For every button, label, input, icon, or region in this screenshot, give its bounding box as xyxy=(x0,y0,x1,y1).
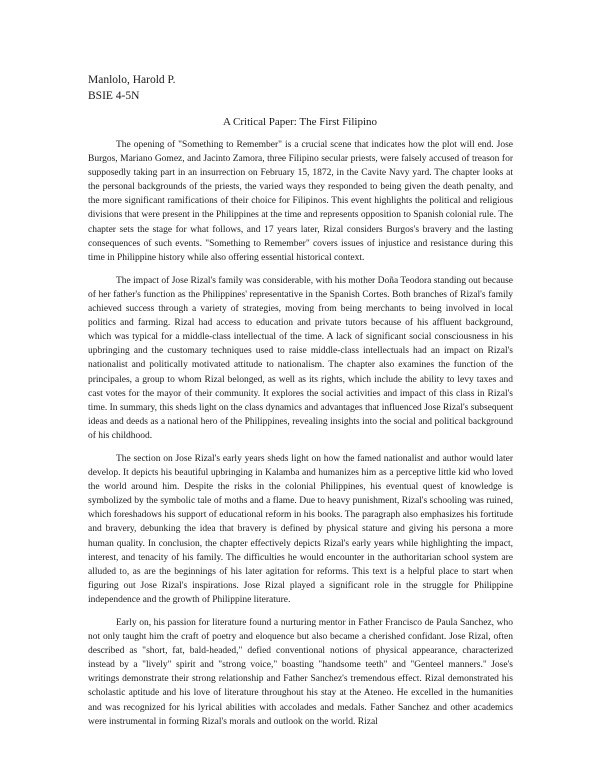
author-name: Manlolo, Harold P. xyxy=(88,74,176,86)
author-section: BSIE 4-5N xyxy=(88,90,140,102)
paper-title: A Critical Paper: The First Filipino xyxy=(222,116,378,128)
paragraph-3: The section on Jose Rizal's early years sheds light on how the famed nationalist and author would later develop. It depicts his beautiful upbringing in Kalamba and humanizes him as a perceptive little kid who loved the world around him. Despite the risks in the colonial Philippines, his eventual quest of knowledge is symbolized by the symbolic tale of moths and a flame. Due to heavy punishment, Rizal's schooling was ruined, which foreshadows his support of educational reform in his books. The paragraph also emphasizes his fortitude and bravery, debunking the idea that bravery is defined by physical stature and giving his persona a more human quality. In conclusion, the chapter effectively depicts Rizal's early years while highlighting the impact, interest, and tenacity of his family. The difficulties he would encounter in the authoritarian school system are alluded to, as are the beginnings of his later agitation for reforms. This text is a helpful place to start when figuring out Jose Rizal's inspirations. Jose Rizal played a significant role in the struggle for Philippine independence and the growth of Philippine literature. xyxy=(88,453,513,605)
paragraph-4: Early on, his passion for literature found a nurturing mentor in Father Francisco de Paula Sanchez, who not only taught him the craft of poetry and eloquence but also became a cherished confidant. Jose Rizal, often described as "short, fat, bald-headed," defied conventional notions of physical appearance, characterized instead by a "lively" spirit and "strong voice," boasting "handsome teeth" and "Genteel manners." Jose's writings demonstrate their strong relationship and Father Sanchez's tremendous effect. Rizal demonstrated his scholastic aptitude and his love of literature throughout his stay at the Ateneo. He excelled in the humanities and was recognized for his lyrical abilities with accolades and medals. Father Sanchez and other academics were instrumental in forming Rizal's morals and outlook on the world. Rizal xyxy=(88,618,513,727)
paragraph-1: The opening of "Something to Remember" is a crucial scene that indicates how the plot will end. Jose Burgos, Mariano Gomez, and Jacinto Zamora, three Filipino secular priests, were falsely accused of treason for supposedly taking part in an insurrection on February 15, 1872, in the Cavite Navy yard. The chapter looks at the personal backgrounds of the priests, the varied ways they responded to being given the death penalty, and the more significant ramifications of their choice for Filipinos. This event highlights the political and religious divisions that were present in the Philippines at the time and represents opposition to Spanish colonial rule. The chapter sets the stage for what follows, and 17 years later, Rizal considers Burgos's bravery and the lasting consequences of such events. "Something to Remember" covers issues of injustice and resistance during this time in Philippine history while also offering essential historical context. xyxy=(88,140,513,263)
author-block xyxy=(88,72,176,104)
body-text xyxy=(88,138,513,738)
paragraph-2: The impact of Jose Rizal's family was considerable, with his mother Doña Teodora standing out because of her father's function as the Philippines' representative in the Spanish Cortes. Both branches of Rizal's family achieved success through a variety of strategies, moving from being merchants to being involved in local politics and farming. Rizal had access to education and private tutors because of his affluent background, which was typical for a middle-class intellectual of the time. A lack of significant social consciousness in his upbringing and the customary techniques used to raise middle-class intellectuals had an impact on Rizal's nationalist and politically motivated attitude to nationalism. The chapter also examines the function of the principales, a group to whom Rizal belonged, as well as its rights, which include the ability to levy taxes and cast votes for the mayor of their community. It explores the social activities and impact of this class in Rizal's time. In summary, this sheds light on the class dynamics and advantages that influenced Jose Rizal's subsequent ideas and deeds as a national hero of the Philippines, revealing insights into the social and political background of his childhood. xyxy=(88,275,513,441)
